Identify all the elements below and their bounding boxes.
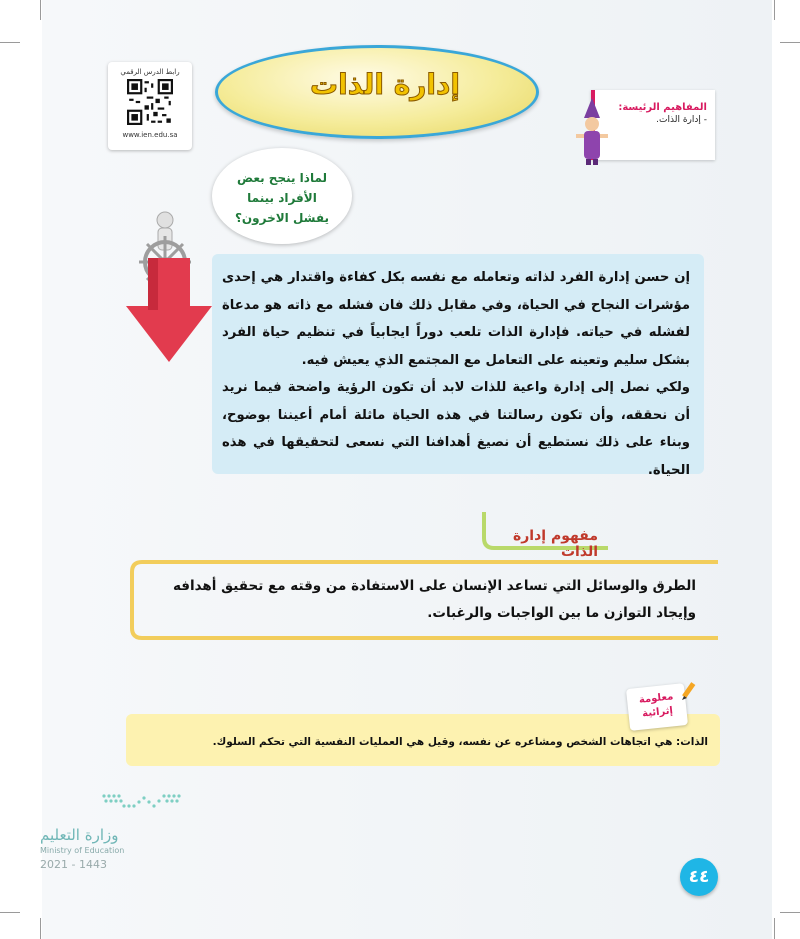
qr-label: رابط الدرس الرقمي [120,68,180,76]
trim-mark [40,918,41,939]
ministry-year: 2021 - 1443 [40,858,107,871]
trim-mark [774,0,775,20]
page-number: ٤٤ [680,858,718,896]
ministry-name-en: Ministry of Education [40,846,125,855]
qr-code-icon[interactable] [127,79,173,125]
trim-mark [0,912,20,913]
badge-line-1: معلومة [638,691,674,706]
pencil-icon [676,680,700,704]
ministry-name-ar: وزارة التعليم [40,826,119,844]
qr-card[interactable] [108,62,192,150]
intro-paragraph-2: ولكي نصل إلى إدارة واعية للذات لابد أن تكون الرؤية واضحة فيما نريد أن نحققه، وأن تكون رسالتنا في هذه الحياة ماثلة أمام أعيننا بوضوح، وبناء على ذلك نستطيع أن نصيغ أهدافنا التي نسعى لتحقيقها في هذه الحياة. [222,380,690,478]
trim-mark [0,42,20,43]
trim-mark [40,0,41,20]
red-down-arrow-icon [126,258,212,362]
key-concepts-item: - إدارة الذات. [656,115,707,125]
qr-url[interactable]: www.ien.edu.sa [122,131,178,139]
intro-paragraph-1: إن حسن إدارة الفرد لذاته وتعامله مع نفسه بكل كفاءة واقتدار هي إحدى مؤشرات النجاح في الحياة، وفي مقابل ذلك فان فشله مع ذاته هو مدعاة لفشله في حياته. فإدارة الذات تلعب دوراً ايجابياً في تنظيم حياة الفرد بشكل سليم وتعينه على التعامل مع المجتمع الذي يعيش فيه. [222,270,690,368]
wizard-mascot-icon [572,96,612,166]
trim-mark [780,42,800,43]
question-text: لماذا ينجح بعض الأفراد بينما يفشل الاخرون؟ [234,171,330,225]
key-concepts-title: المفاهيم الرئيسة: [618,102,707,113]
ministry-logo-icon [94,790,194,818]
concept-heading: مفهوم إدارة الذات [512,528,598,560]
trim-mark [780,912,800,913]
intro-panel [212,254,704,478]
concept-definition: الطرق والوسائل التي تساعد الإنسان على الاستفادة من وقته مع تحقيق أهدافه وإيجاد التوازن ما بين الواجبات والرغبات. [172,578,696,621]
badge-line-2: إثرائية [641,705,674,720]
trim-mark [774,918,775,939]
page-title: إدارة الذات [310,68,460,101]
enrichment-text: الذات: هي اتجاهات الشخص ومشاعره عن نفسه، وقيل هي العمليات النفسية التي تحكم السلوك. [212,736,708,748]
